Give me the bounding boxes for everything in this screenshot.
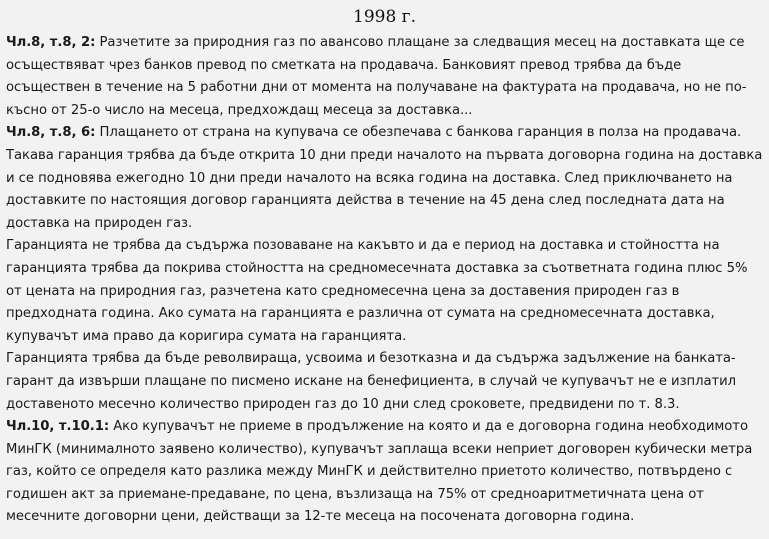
- paragraph-art8-8-2: [6, 32, 763, 122]
- paragraph-art10-10-1: [6, 416, 763, 529]
- paragraph-text: Гаранцията не трябва да съдържа позоваване на какъвто и да е период на доставка и стойността на гаранцията трябва да покрива стойността на средномесечната доставка за съответната година плюс 5% от цената на природния газ, разчетена като средномесечна цена за доставения природен газ в предходната година. Ако сумата на гаранцията е различна от сумата на средномесечната доставка, купувачът има право да коригира сумата на гаранцията.: [6, 238, 748, 344]
- document-year: 1998 г.: [353, 7, 416, 27]
- paragraph-guarantee-amount: [6, 235, 763, 348]
- article-reference: Чл.10, т.10.1:: [6, 419, 110, 435]
- paragraph-text: Ако купувачът не приеме в продължение на която и да е договорна година необходимото МинГК (минималното заявено количество), купувачът заплаща всеки неприет договорен кубически метра газ, който се определя като разлика между МинГК и действително приетото количество, потвърдено с годишен акт за приемане-предаване, по цена, възлизаща на 75% от средноаритметичната цена от месечните договорни цени, действащи за 12-те месеца на посочената договорна година.: [6, 419, 753, 525]
- paragraph-text: Гаранцията трябва да бъде револвираща, усвоима и безотказна и да съдържа задължение на банката-гарант да извърши плащане по писмено искане на бенефициента, в случай че купувачът не е изплатил доставеното месечно количество природен газ до 10 дни след сроковете, предвидени по т. 8.3.: [6, 351, 737, 412]
- paragraph-art8-8-6: [6, 122, 763, 235]
- article-reference: Чл.8, т.8, 2:: [6, 35, 96, 50]
- paragraph-guarantee-terms: [6, 348, 763, 416]
- paragraph-text: Разчетите за природния газ по авансово плащане за следващия месец на доставката ще се осъществяват чрез банков превод по сметката на продавача. Банковият превод трябва да бъде осъществен в течение на 5 работни дни от момента на получаване на фактурата на продавача, но не по-късно от 25-о число на месеца, предхождащ месеца за доставка...: [6, 35, 747, 118]
- article-reference: Чл.8, т.8, 6:: [6, 125, 96, 141]
- paragraph-text: Плащането от страна на купувача се обезпечава с банкова гаранция в полза на продавача. Такава гаранция трябва да бъде открита 10 дни преди началото на първата договорна година на доставка и се подновява ежегодно 10 дни преди началото на всяка година на доставка. След приключването на доставките по настоящия договор гаранцията действа в течение на 45 дена след последната дата на доставка на природен газ.: [6, 125, 763, 231]
